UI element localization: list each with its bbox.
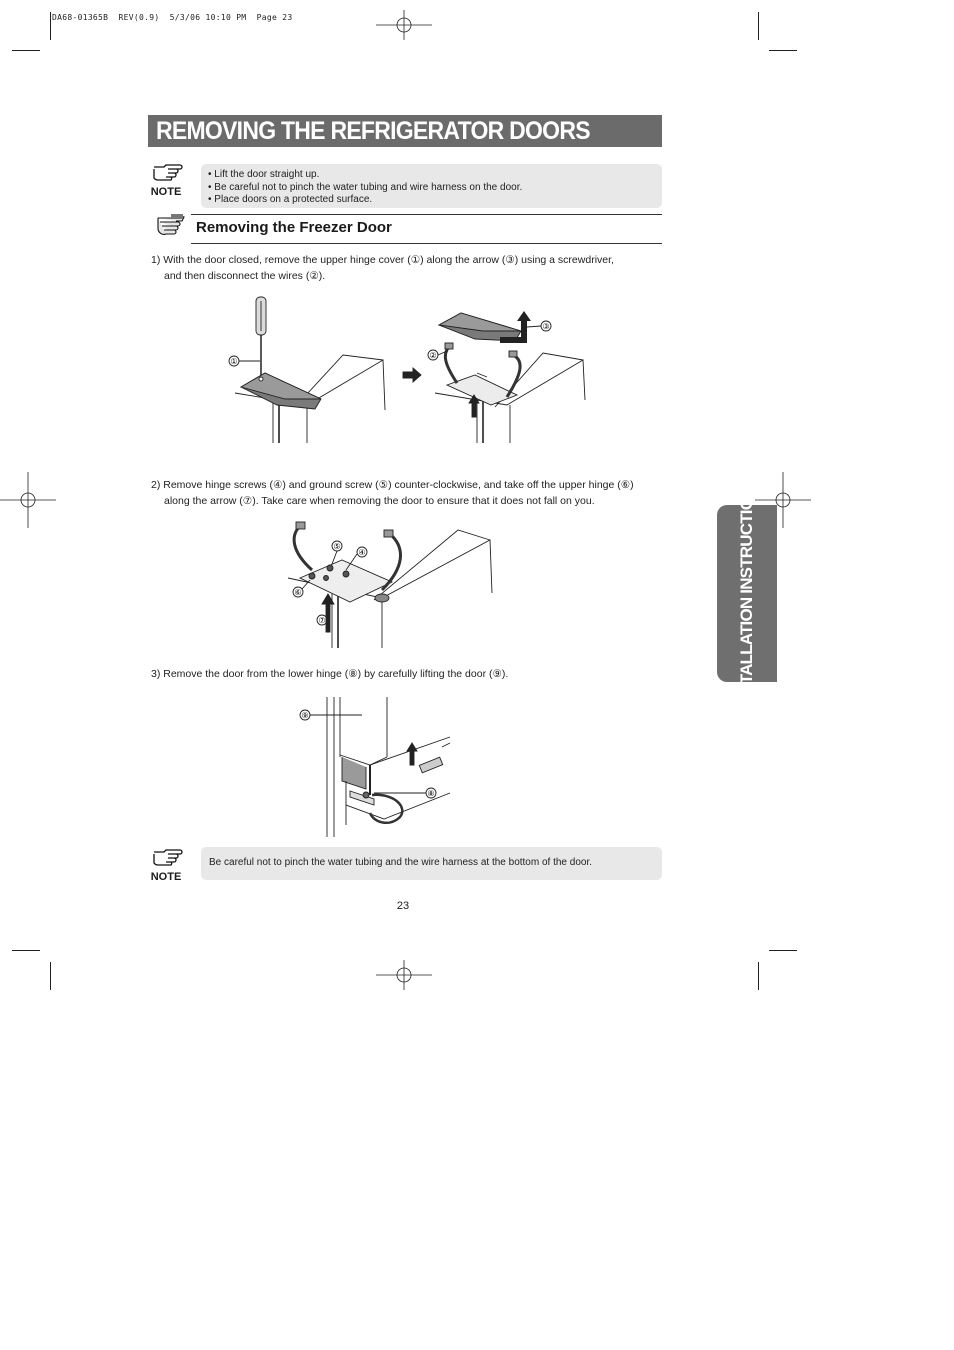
callout-4: ④ [358,548,366,557]
step-2-line1: 2) Remove hinge screws (④) and ground screw (⑤) counter-clockwise, and take off the upper hinge (⑥) [151,479,634,491]
callout-5: ⑤ [333,542,341,551]
print-header: DA68-01365B REV(0.9) 5/3/06 10:10 PM Page 23 [52,13,293,22]
step-3-line1: 3) Remove the door from the lower hinge (⑧) by carefully lifting the door (⑨). [151,668,509,680]
callout-8: ⑧ [427,789,435,798]
step-1-text [151,252,671,284]
section-title: Removing the Freezer Door [196,219,392,236]
section-rule-bottom [191,243,662,244]
callout-6: ⑥ [294,588,302,597]
step-3-text [151,666,671,682]
figure-3-lower-hinge [294,695,454,840]
callout-3: ③ [542,322,550,331]
note-box-bottom [201,847,662,880]
note-bottom-text: Be careful not to pinch the water tubing and the wire harness at the bottom of the door. [209,857,593,868]
note-item: • Be careful not to pinch the water tubing and wire harness on the door. [208,182,662,195]
note-label: NOTE [150,186,182,198]
note-top-marker [146,163,186,198]
section-rule-top [191,214,662,215]
figure-2-upper-hinge [282,518,497,650]
step-1-line2: and then disconnect the wires (②). [164,270,326,282]
note-label: NOTE [150,871,182,883]
pointing-hand-icon [146,848,186,866]
note-item: • Lift the door straight up. [208,169,662,182]
callout-1: ① [230,357,238,366]
pointing-hand-icon [146,163,186,181]
page-number: 23 [396,900,410,912]
callout-2: ② [429,351,437,360]
step-2-line2: along the arrow (⑦). Take care when removing the door to ensure that it does not fall on you. [164,495,595,507]
callout-9: ⑨ [301,711,309,720]
step-1-line1: 1) With the door closed, remove the upper hinge cover (①) along the arrow (③) using a screwdriver, [151,254,614,266]
note-bottom-marker [146,848,186,883]
figure-1-hinge-cover [225,295,595,445]
title-bar [148,115,662,147]
note-item: • Place doors on a protected surface. [208,194,662,207]
callout-7: ⑦ [318,616,326,625]
page-title: REMOVING THE REFRIGERATOR DOORS [156,117,590,145]
side-tab-label: INSTALLATION INSTRUCTIONS [737,475,756,711]
gloved-hand-icon [154,212,188,242]
side-tab [717,475,777,711]
step-2-text [151,477,671,509]
note-box-top [201,164,662,208]
